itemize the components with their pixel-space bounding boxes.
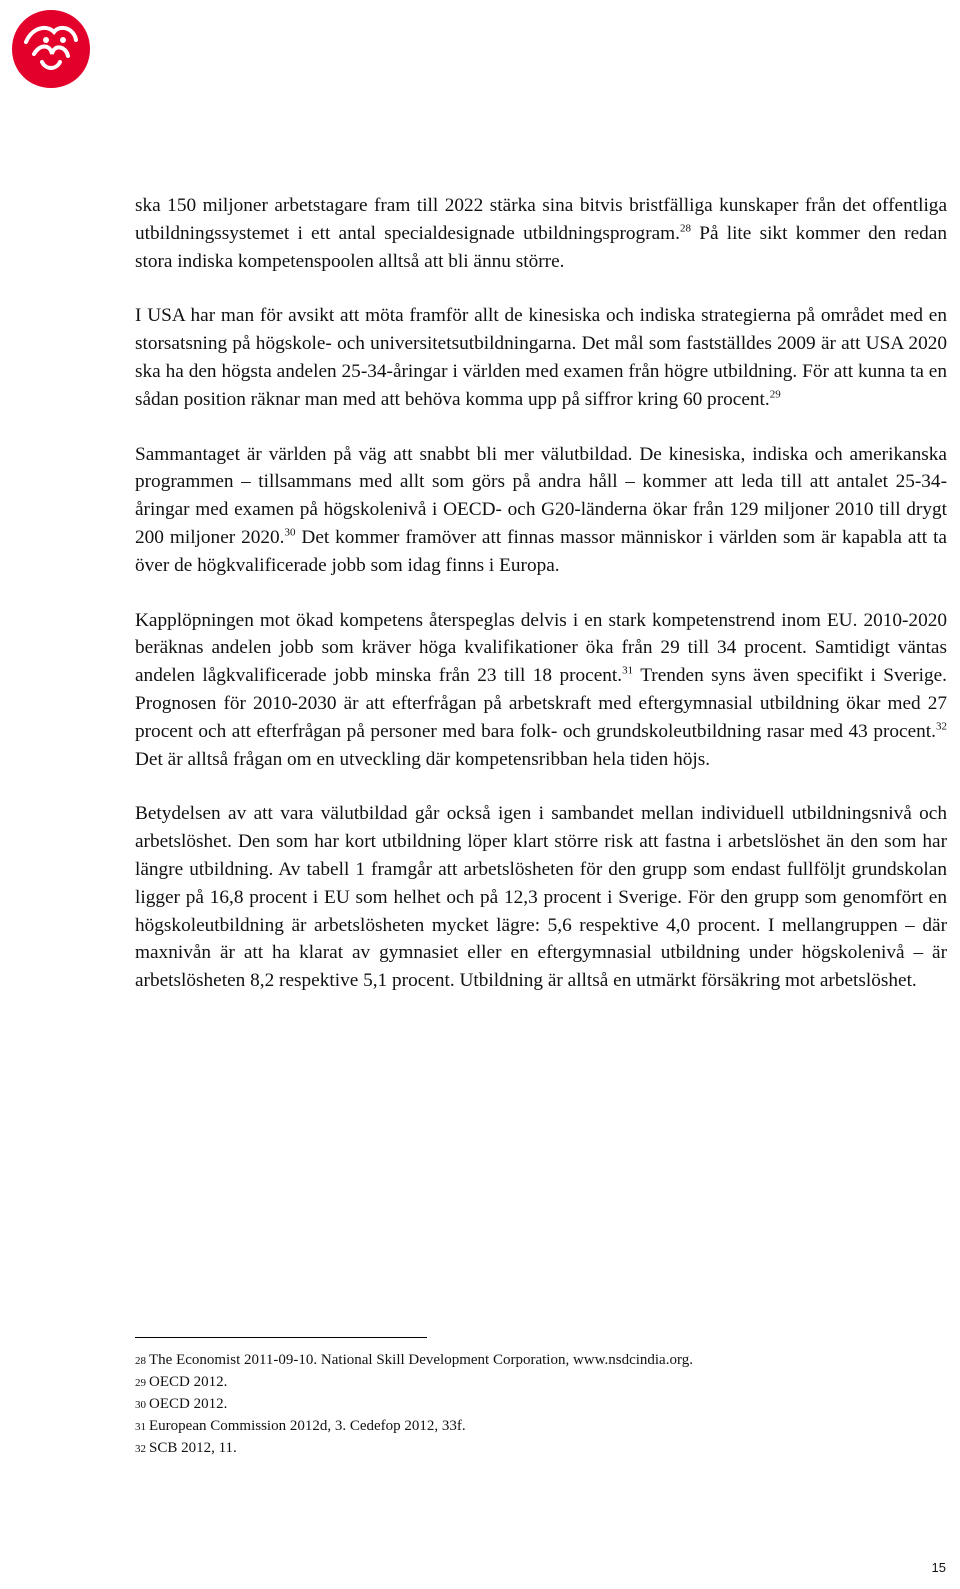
paragraph-text: Kapplöpningen mot ökad kompetens återspeglas delvis i en stark kompetenstrend inom EU. 2010-2020 beräknas andelen jobb som kräver höga kvalifikationer öka från 29 till 34 procent. Samtidigt väntas andelen lågkvalificerade jobb minska från 23 till 18 procent. — [135, 609, 947, 687]
paragraph-text: Betydelsen av att vara välutbildad går också igen i sambandet mellan individuell utbildningsnivå och arbetslöshet. Den som har kort utbildning löper klart större risk att fastna i arbetslöshet än den som har längre utbildning. Av tabell 1 framgår att arbetslösheten för den grupp som endast fullföljt grundskolan ligger på 16,8 procent i EU som helhet och på 12,3 procent i Sverige. För den grupp som genomfört en högskoleutbildning är arbetslösheten mycket lägre: 5,6 respektive 4,0 procent. I mellangruppen – där maxnivån är att ha klarat av gymnasiet eller en eftergymnasial utbildning under högskolenivå – är arbetslösheten 8,2 respektive 5,1 procent. Utbildning är alltså en utmärkt försäkring mot arbetslöshet. — [135, 803, 947, 992]
footnote-reference: 28 — [680, 222, 691, 235]
paragraph-text: Det är alltså frågan om en utveckling där kompetensribban hela tiden höjs. — [135, 748, 711, 770]
footnote-reference: 31 — [622, 664, 634, 677]
footnote-reference: 29 — [769, 388, 781, 401]
paragraph-text: ska 150 miljoner arbetstagare fram till 2022 stärka sina bitvis bristfälliga kunskaper från det offentliga utbildningssystemet i ett antal specialdesignade utbildningsprogram. — [135, 195, 947, 244]
paragraph-text: På lite sikt kommer den redan stora indiska kompetenspoolen alltså att bli ännu större. — [135, 222, 947, 272]
paragraph — [135, 441, 947, 580]
footnote — [135, 1350, 895, 1372]
body-text — [135, 192, 947, 1022]
footnote-number: 30 — [135, 1399, 146, 1411]
footnote-reference: 32 — [936, 720, 947, 733]
paragraph-text: Det kommer framöver att finnas massor människor i världen som är kapabla att ta över de högkvalificerade jobb som idag finns i Europa. — [135, 526, 947, 576]
footnote-text: The Economist 2011-09-10. National Skill Development Corporation, www.nsdcindia.org. — [149, 1352, 693, 1368]
footnote — [135, 1438, 895, 1460]
footnote-text: European Commission 2012d, 3. Cedefop 2012, 33f. — [149, 1418, 466, 1434]
paragraph — [135, 302, 947, 413]
footnote-text: SCB 2012, 11. — [149, 1440, 237, 1456]
footnote-text: OECD 2012. — [149, 1396, 228, 1412]
paragraph-text: Trenden syns även specifikt i Sverige. Prognosen för 2010-2030 är att efterfrågan på arbetskraft med eftergymnasial utbildning ökar med 27 procent och att efterfrågan på personer med bara folk- och grundskoleutbildning rasar med 43 procent. — [135, 665, 947, 742]
footnote — [135, 1416, 895, 1438]
rose-icon — [6, 4, 96, 94]
paragraph — [135, 607, 947, 774]
footnote-text: OECD 2012. — [149, 1374, 228, 1390]
footnote-number: 32 — [135, 1443, 146, 1455]
page-number: 15 — [931, 1560, 946, 1575]
footnote-separator — [135, 1337, 427, 1338]
footnote-reference: 30 — [284, 526, 296, 539]
footnote-number: 31 — [135, 1421, 146, 1433]
paragraph-text: I USA har man för avsikt att möta framför allt de kinesiska och indiska strategierna på området med en storsatsning på högskole- och universitetsutbildningarna. Det mål som fastställdes 2009 är att USA 2020 ska ha den högsta andelen 25-34-åringar i världen med examen från högre utbildning. För att kunna ta en sådan position räknar man med att behöva komma upp på siffror kring 60 procent. — [135, 305, 947, 410]
footnotes — [135, 1350, 895, 1460]
footnote — [135, 1372, 895, 1394]
paragraph — [135, 192, 947, 275]
footnote-number: 29 — [135, 1377, 146, 1389]
footnote-number: 28 — [135, 1355, 146, 1367]
party-rose-logo — [6, 4, 96, 94]
footnote — [135, 1394, 895, 1416]
paragraph-text: Sammantaget är världen på väg att snabbt bli mer välutbildad. De kinesiska, indiska och amerikanska programmen – tillsammans med allt som görs på andra håll – kommer att leda till att antalet 25-34-åringar med examen på högskolenivå i OECD- och G20-länderna ökar från 129 miljoner 2010 till drygt 200 miljoner 2020. — [135, 443, 947, 548]
paragraph — [135, 800, 947, 995]
